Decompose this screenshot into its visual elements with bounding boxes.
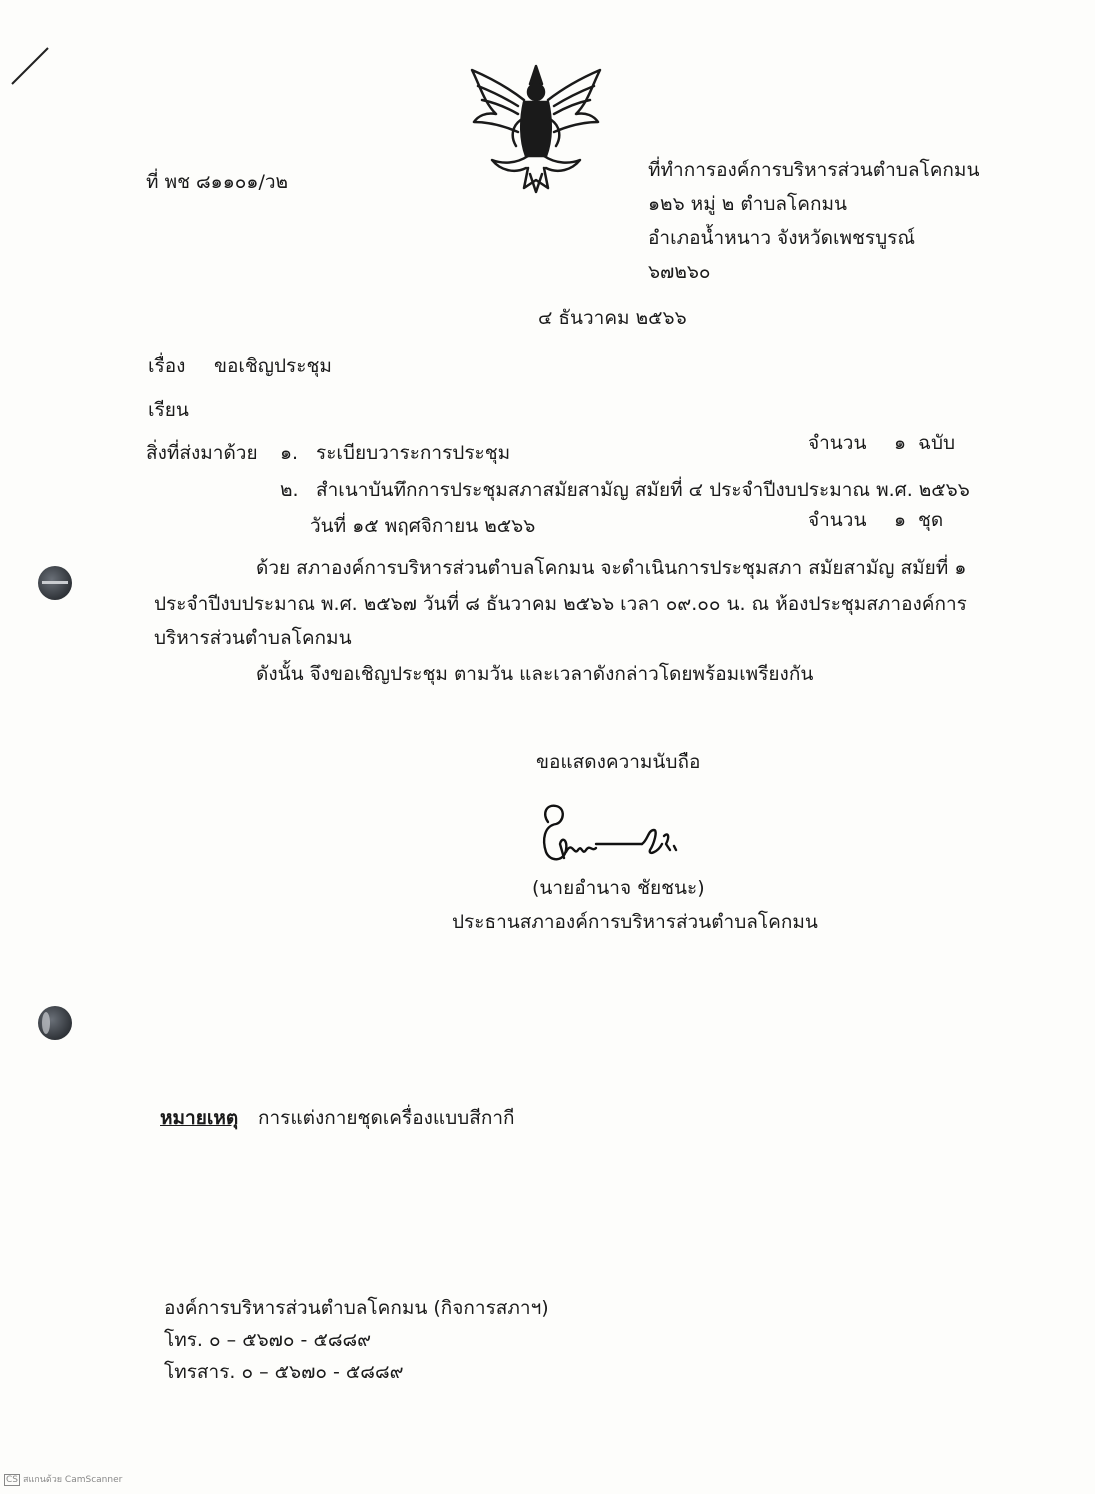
- enclosure-1-text: ระเบียบวาระการประชุม: [316, 442, 511, 464]
- garuda-emblem-icon: [466, 56, 606, 196]
- enclosure-2-unit: ชุด: [918, 509, 944, 531]
- enclosure-2-number: ๒.: [280, 479, 299, 501]
- document-date: ๔ ธันวาคม ๒๕๖๖: [538, 307, 687, 329]
- body-paragraph-1-line-3: บริหารส่วนตำบลโคกมน: [154, 627, 352, 649]
- footer-fax: โทรสาร. ๐ – ๕๖๗๐ - ๕๘๘๙: [164, 1361, 404, 1383]
- note-text: การแต่งกายชุดเครื่องแบบสีกากี: [258, 1107, 515, 1129]
- closing-phrase: ขอแสดงความนับถือ: [536, 751, 701, 773]
- document-number: ที่ พช ๘๑๑๐๑/ว๒: [146, 171, 289, 193]
- enclosure-1-number: ๑.: [280, 442, 299, 464]
- office-address-line-1: ที่ทำการองค์การบริหารส่วนตำบลโคกมน: [648, 159, 980, 181]
- signature-icon: [530, 800, 690, 870]
- punch-hole-top: [38, 566, 72, 600]
- office-address-line-3: อำเภอน้ำหนาว จังหวัดเพชรบูรณ์: [648, 227, 916, 249]
- body-paragraph-2: ดังนั้น จึงขอเชิญประชุม ตามวัน และเวลาดังกล่าวโดยพร้อมเพรียงกัน: [256, 663, 814, 685]
- enclosure-1-qty: ๑: [894, 432, 907, 454]
- enclosure-1-unit: ฉบับ: [918, 432, 956, 454]
- subject-text: ขอเชิญประชุม: [214, 355, 332, 377]
- enclosure-2-text: สำเนาบันทึกการประชุมสภาสมัยสามัญ สมัยที่ ๔ ประจำปีงบประมาณ พ.ศ. ๒๕๖๖: [316, 479, 970, 501]
- enclosure-1-qty-label: จำนวน: [808, 432, 867, 454]
- camscanner-text: สแกนด้วย CamScanner: [23, 1475, 123, 1485]
- enclosure-2-qty: ๑: [894, 509, 907, 531]
- body-paragraph-1-line-1: ด้วย สภาองค์การบริหารส่วนตำบลโคกมน จะดำเนินการประชุมสภา สมัยสามัญ สมัยที่ ๑: [256, 557, 967, 579]
- body-paragraph-1-line-2: ประจำปีงบประมาณ พ.ศ. ๒๕๖๗ วันที่ ๘ ธันวาคม ๒๕๖๖ เวลา ๐๙.๐๐ น. ณ ห้องประชุมสภาองค์การ: [154, 593, 967, 615]
- office-postal-code: ๖๗๒๖๐: [648, 261, 711, 283]
- footer-organization: องค์การบริหารส่วนตำบลโคกมน (กิจการสภาฯ): [164, 1297, 549, 1319]
- note-label: หมายเหตุ: [160, 1107, 239, 1129]
- signer-title: ประธานสภาองค์การบริหารส่วนตำบลโคกมน: [452, 911, 818, 933]
- to-label: เรียน: [148, 399, 189, 421]
- enclosure-2-text-line-2: วันที่ ๑๕ พฤศจิกายน ๒๕๖๖: [310, 515, 536, 537]
- enclosures-label: สิ่งที่ส่งมาด้วย: [146, 442, 258, 464]
- camscanner-watermark: [4, 1472, 122, 1486]
- footer-telephone: โทร. ๐ – ๕๖๗๐ - ๕๘๘๙: [164, 1329, 372, 1351]
- office-address-line-2: ๑๒๖ หมู่ ๒ ตำบลโคกมน: [648, 193, 847, 215]
- enclosure-2-qty-label: จำนวน: [808, 509, 867, 531]
- pen-stroke-mark: [8, 44, 52, 88]
- signer-name: (นายอำนาจ ชัยชนะ): [532, 877, 705, 899]
- punch-hole-bottom: [38, 1006, 72, 1040]
- subject-label: เรื่อง: [148, 355, 186, 377]
- camscanner-logo-icon: CS: [6, 1475, 18, 1485]
